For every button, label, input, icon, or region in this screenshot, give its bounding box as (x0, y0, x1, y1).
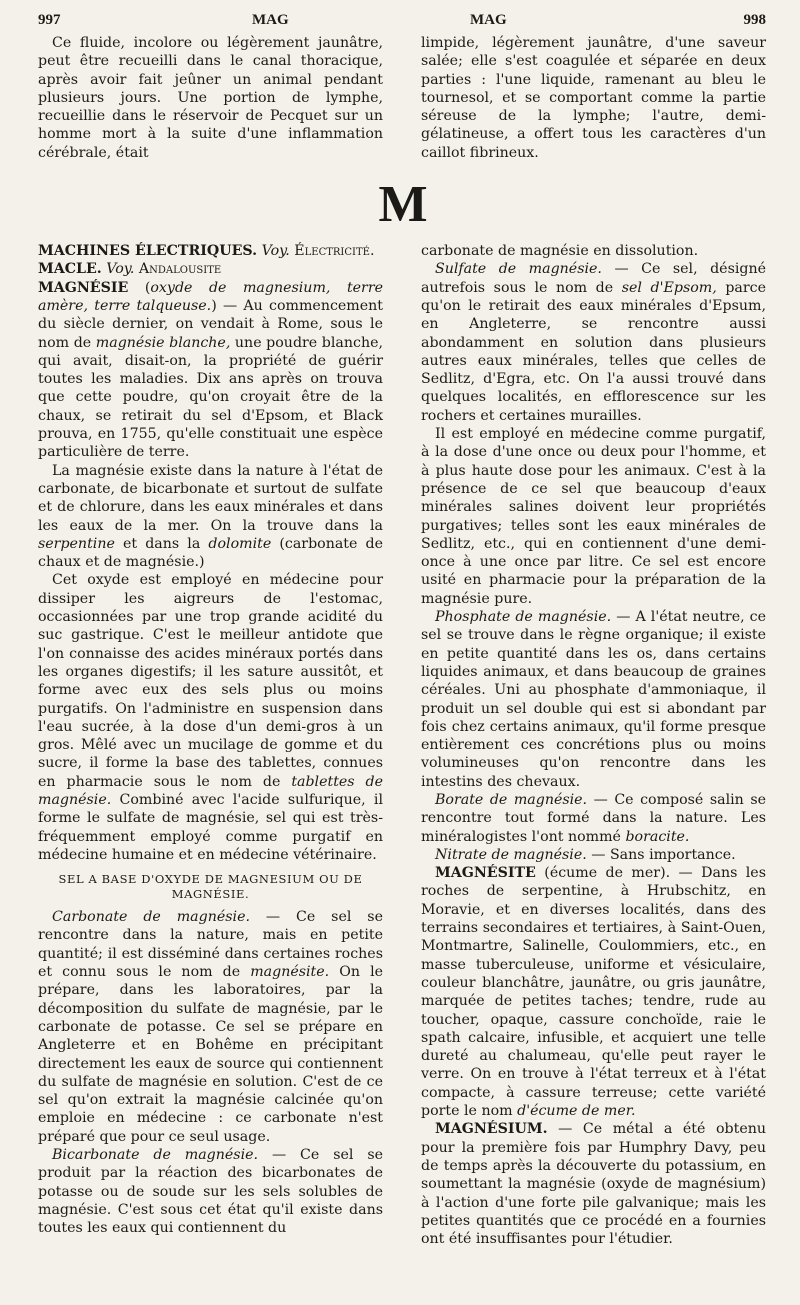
main-columns (38, 242, 766, 1248)
italic-term: tablettes de magnésie. (38, 773, 383, 808)
see-also: Voy. (261, 243, 290, 260)
subentry-label: Sulfate de magnésie. (435, 261, 602, 278)
text: — Sans importance. (591, 846, 736, 863)
italic-term: dolomite (208, 535, 272, 552)
text: La magnésie existe dans la nature à l'état de carbonate, de bicarbonate et surtout de sulfate et de chlorure, dans les eaux minérales et dans les eaux de la mer. On la trouve dans la (38, 462, 383, 534)
headword: MAGNÉSIE (38, 279, 129, 296)
headword: MAGNÉSIUM. (435, 1121, 548, 1138)
synonyms: oxyde de magnesium, terre amère, terre talqueuse. (38, 279, 383, 314)
paragraph (421, 608, 766, 791)
entry-machines-electriques (38, 242, 383, 260)
text: On le prépare, dans les laboratoires, par la décomposition du sulfate de magnésie, par le carbonate de potasse. Ce sel se prépare en Angleterre et en Bohême en précipitant directement les eaux de source qui contiennent du sulfate de magnésie en solution. C'est de ce sel qu'on extrait la magnésie calcinée qu'on emploie en médecine : ce carbonate n'est préparé que pour ce seul usage. (38, 964, 384, 1145)
right-column (421, 242, 766, 1248)
entry-magnesite (421, 864, 766, 1120)
top-continuation (38, 34, 766, 162)
italic-term: serpentine (38, 535, 115, 552)
text: — Ce métal a été obtenu pour la première fois par Humphry Davy, peu de temps après la découverte du potassium, en soumettant la magnésie (oxyde de magnésium) à l'action d'une forte pile galvanique; mais les petites quantités que ce procédé en a fournies ont été insuffisantes pour l'étudier. (421, 1121, 766, 1248)
right-page-number: 998 (743, 12, 766, 28)
text: Cet oxyde est employé en médecine pour dissiper les aigreurs de l'estomac, occasionnées par une trop grande acidité du suc gastrique. C'est le meilleur antidote que l'on connaisse des acides minéraux portés dans les organes digestifs; il les sature aussitôt, et forme avec eux des sels plus ou moins purgatifs. On l'administre en suspension dans l'eau sucrée, à la dose d'un demi-gros à un gros. Mêlé avec un mucilage de gomme et du sucre, il forme la base des tablettes, connues en pharmacie sous le nom de (38, 572, 383, 790)
text: — Ce sel, désigné autrefois sous le nom de (421, 261, 767, 296)
paragraph (38, 908, 383, 1146)
text: — A l'état neutre, ce sel se trouve dans le règne organique; il existe en petite quantité dans les os, dans certains liquides animaux, et dans beaucoup de graines céréales. Uni au phosphate d'ammoniaque, il produit un sel double qui est si abondant par fois chez certains animaux, qu'il forme presque entièrement ces concrétions plus ou moins volumineuses qu'on rencontre dans les intestins des chevaux. (421, 609, 767, 790)
text: (écume de mer). — Dans les roches de serpentine, à Hrubschitz, en Moravie, et en diverses localités, dans des terrains secondaires et tertiaires, à Saint-Ouen, Montmartre, Salinelle, Coulommiers, etc., en masse tuberculeuse, uniforme et vésiculaire, couleur blanchâtre, jaunâtre, ou gris jaunâtre, marquée de petites taches; tendre, rude au toucher, opaque, cassure conchoïde, raie le spath calcaire, infusible, et acquiert une telle dureté au chalumeau, qu'elle peut rayer le verre. On en trouve à l'état terreux et à l'état compacte, à cassure terreuse; cette variété porte le nom (421, 865, 766, 1120)
headword: MAGNÉSITE (435, 865, 536, 882)
paragraph (421, 242, 766, 260)
entry-macle (38, 260, 383, 278)
subentry-label: Borate de magnésie. (435, 791, 588, 808)
headword: MACHINES ÉLECTRIQUES. (38, 243, 258, 260)
text: — Au commencement du siècle dernier, on vendait à Rome, sous le nom de (38, 297, 383, 351)
subentry-label: Carbonate de magnésie. (52, 909, 250, 926)
italic-term: boracite. (625, 828, 690, 845)
text: — Ce sel se rencontre dans la nature, mais en petite quantité; il est disséminé dans certaines roches et connu sous le nom de (38, 909, 383, 981)
text: — Ce composé salin se rencontre tout formé dans la nature. Les minéralogistes l'ont nommé (421, 791, 766, 845)
subentry-label: Phosphate de magnésie. (435, 609, 612, 626)
running-header (38, 6, 766, 34)
text: (carbonate de chaux et de magnésie.) (38, 535, 383, 571)
see-also: Voy. (106, 261, 135, 278)
lymph-continuation-right: limpide, légèrement jaunâtre, d'une saveur salée; elle s'est coagulée et séparée en deux parties : l'une liquide, ramenant au bleu le tournesol, et se comportant comme la partie séreuse de la lymphe; l'autre, demi-gélatineuse, a offert tous les caractères d'un caillot fibrineux. (421, 35, 766, 161)
subentry-label: Bicarbonate de magnésie. (52, 1147, 259, 1164)
paragraph (421, 846, 766, 864)
lymph-continuation-left: Ce fluide, incolore ou légèrement jaunâtre, peut être recueilli dans le canal thoracique, après avoir fait jeûner un animal pendant plusieurs jours. Une portion de lymphe, recueillie dans le réservoir de Pecquet sur un homme mort à la suite d'une inflammation cérébrale, était (38, 35, 383, 161)
right-guide-word: MAG (470, 12, 507, 28)
text: Il est employé en médecine comme purgatif, à la dose d'une once ou deux pour l'homme, et à plus haute dose pour les animaux. C'est à la présence de ce sel que beaucoup d'eaux minérales salines doivent leur propriétés purgatives; telles sont les eaux minérales de Sedlitz, etc., qui en contiennent d'une demi-once à une once par litre. Ce sel est encore usité en pharmacie pour la préparation de la magnésie pure. (421, 426, 766, 607)
italic-term: sel d'Epsom, (621, 279, 717, 296)
text: carbonate de magnésie en dissolution. (421, 243, 699, 260)
italic-term: d'écume de mer. (517, 1103, 636, 1120)
paren-open: ( (144, 279, 151, 296)
text: Combiné avec l'acide sulfurique, il forme le sulfate de magnésie, sel qui est très-fréquemment employé comme purgatif en médecine humaine et en médecine vétérinaire. (38, 791, 383, 863)
cross-reference: Andalousite (138, 261, 222, 278)
entry-magnesie (38, 279, 383, 462)
italic-term: magnésite. (250, 964, 330, 981)
section-letter: M (378, 176, 426, 234)
text: — Ce sel se produit par la réaction des bicarbonates de potasse ou de soude sur les sels solubles de magnésie. C'est sous cet état qu'il existe dans toutes les eaux qui contiennent du (38, 1147, 383, 1237)
subheading: SEL A BASE D'OXYDE DE MAGNESIUM OU DE MAGNÉSIE. (58, 872, 363, 902)
paragraph (38, 571, 383, 864)
subentry-label: Nitrate de magnésie. (435, 846, 587, 863)
text: parce qu'on le retirait des eaux minérales d'Epsum, en Angleterre, se rencontre aussi abondamment en solution dans plusieurs autres eaux minérales, telles que celles de Sedlitz, d'Egra, etc. On l'a aussi trouvé dans quelques localités, en efflorescence sur les rochers et certaines murailles. (421, 279, 766, 424)
left-column (38, 242, 383, 1248)
cross-reference: Électricité. (294, 243, 375, 260)
paragraph (421, 260, 766, 425)
paragraph (421, 791, 766, 846)
left-guide-word: MAG (252, 12, 289, 28)
entry-magnesium (421, 1120, 766, 1248)
text: une poudre blanche, qui avait, disait-on, la propriété de guérir toutes les maladies. Dix ans après on trouva que cette poudre, qu'on croyait être de la chaux, se retirait du sel d'Epsom, et Black prouva, en 1755, qu'elle constituait une espèce particulière de terre. (38, 334, 383, 461)
paren-close: ) (211, 297, 217, 314)
italic-term: magnésie blanche, (95, 334, 231, 351)
text: et dans la (122, 535, 201, 552)
paragraph (38, 1146, 383, 1237)
paragraph (421, 425, 766, 608)
top-right-column (421, 34, 766, 162)
left-page-number: 997 (38, 12, 61, 28)
paragraph (38, 462, 383, 572)
top-left-column (38, 34, 383, 162)
headword: MACLE. (38, 261, 102, 278)
